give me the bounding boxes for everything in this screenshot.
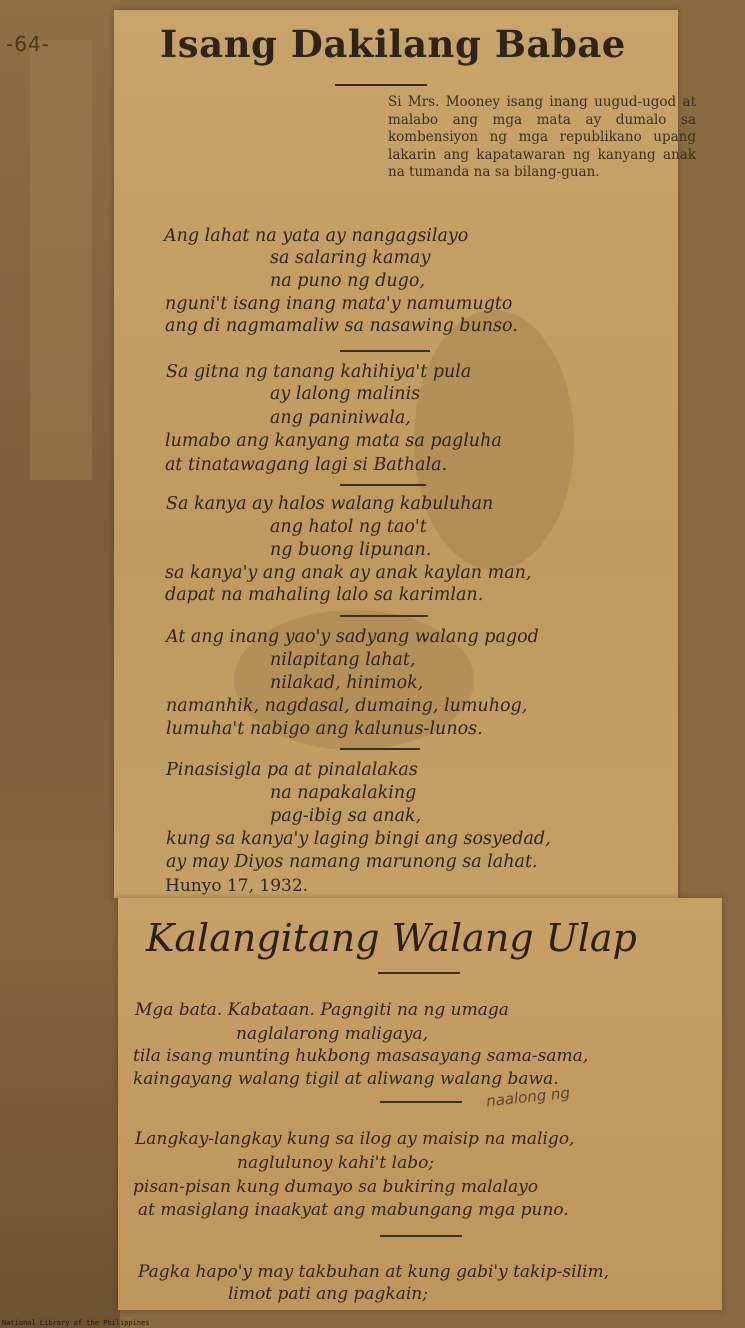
poem1-line: dapat na mahaling lalo sa karimlan.	[165, 585, 484, 605]
stanza-rule	[340, 350, 430, 352]
poem2-line: at masiglang inaakyat ang mabungang mga puno.	[138, 1200, 569, 1220]
poem2-line: Pagka hapo'y may takbuhan at kung gabi'y takip-silim,	[138, 1262, 609, 1282]
poem2-title: Kalangitang Walang Ulap	[146, 916, 637, 960]
poem1-line: ang di nagmamaliw sa nasawing bunso.	[165, 316, 518, 336]
poem2-line: pisan-pisan kung dumayo sa bukiring malalayo	[133, 1177, 539, 1197]
poem1-title: Isang Dakilang Babae	[160, 22, 626, 66]
poem2-line: limot pati ang pagkain;	[228, 1284, 428, 1304]
poem1-intro: Si Mrs. Mooney isang inang uugud-ugod at malabo ang mga mata ay dumalo sa kombensiyon ng mga republikano upang lakarin ang kapatawaran ng kanyang anak na tumanda na sa bilang-guan.	[388, 94, 696, 180]
poem1-line: kung sa kanya'y laging bingi ang sosyedad,	[166, 829, 551, 849]
poem1-line: nguni't isang inang mata'y namumugto	[165, 294, 513, 314]
poem1-line: ang hatol ng tao't	[270, 517, 427, 537]
poem1-date: Hunyo 17, 1932.	[165, 876, 309, 896]
poem1-line: na napakalaking	[270, 783, 417, 803]
poem1-line: Sa kanya ay halos walang kabuluhan	[166, 494, 494, 514]
poem1-line: ay may Diyos namang marunong sa lahat.	[166, 852, 538, 872]
poem1-line: At ang inang yao'y sadyang walang pagod	[166, 627, 539, 647]
poem2-line: Mga bata. Kabataan. Pagngiti na ng umaga	[135, 1000, 509, 1020]
stanza-rule	[380, 1101, 462, 1103]
title-rule	[378, 972, 460, 974]
page-number-note: -64-	[6, 32, 50, 56]
source-credit: National Library of the Philippines	[2, 1319, 150, 1327]
pencil-annotation: naalong ng	[485, 1083, 571, 1111]
poem1-line: lumabo ang kanyang mata sa pagluha	[165, 431, 502, 451]
poem1-line: nilapitang lahat,	[270, 650, 416, 670]
poem1-line: at tinatawagang lagi si Bathala.	[165, 455, 448, 475]
backdrop-strip	[30, 40, 92, 480]
stanza-rule	[340, 615, 428, 617]
poem2-line: tila isang munting hukbong masasayang sama-sama,	[133, 1046, 589, 1066]
poem2-line: naglulunoy kahi't labo;	[237, 1153, 435, 1173]
poem1-line: sa kanya'y ang anak ay anak kaylan man,	[165, 563, 532, 583]
stanza-rule	[380, 1235, 462, 1237]
poem1-line: namanhik, nagdasal, dumaing, lumuhog,	[166, 696, 528, 716]
title-rule	[335, 84, 427, 86]
poem1-line: sa salaring kamay	[270, 248, 431, 268]
poem1-line: Ang lahat na yata ay nangagsilayo	[164, 226, 469, 246]
poem1-line: ang paniniwala,	[270, 408, 411, 428]
stanza-rule	[340, 748, 420, 750]
poem1-line: ay lalong malinis	[270, 384, 421, 404]
poem1-line: lumuha't nabigo ang kalunus-lunos.	[166, 719, 483, 739]
poem1-line: ng buong lipunan.	[270, 540, 432, 560]
poem1-line: na puno ng dugo,	[270, 271, 425, 291]
stanza-rule	[340, 484, 426, 486]
poem1-line: pag-ibig sa anak,	[270, 806, 422, 826]
poem1-line: Pinasisigla pa at pinalalakas	[166, 760, 418, 780]
poem2-line: Langkay-langkay kung sa ilog ay maisip na maligo,	[135, 1129, 575, 1149]
poem2-line: naglalarong maligaya,	[236, 1024, 428, 1044]
poem1-line: Sa gitna ng tanang kahihiya't pula	[166, 362, 472, 382]
poem2-line: kaingayang walang tigil at aliwang walang bawa.	[133, 1069, 559, 1089]
poem1-line: nilakad, hinimok,	[270, 673, 424, 693]
